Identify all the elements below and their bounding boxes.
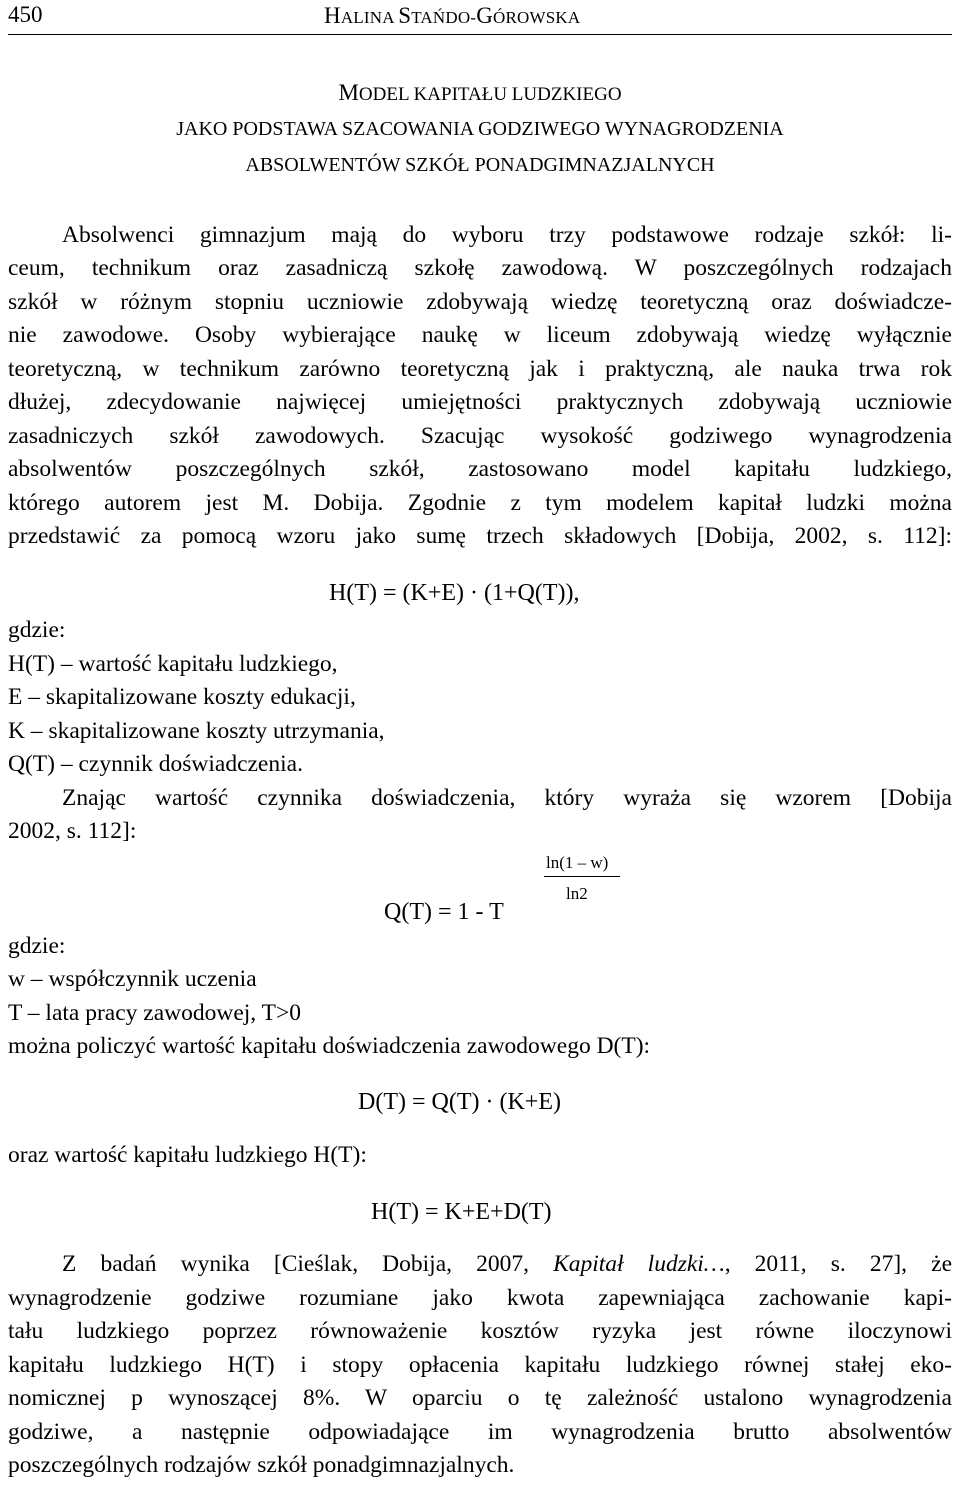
formula-human-capital: H(T) = (K+E) · (1+Q(T)), [329,580,580,606]
paragraph1-line: zasadniczych szkół zawodowych. Szacując wysokość godziwego wynagrodzenia [8,423,952,449]
paragraph1-line: dłużej, zdecydowanie najwięcej umiejętności praktycznych zdobywają uczniowie [8,389,952,415]
paragraph1-line: Absolwenci gimnazjum mają do wyboru trzy podstawowe rodzaje szkół: li- [62,222,952,248]
paragraph1-line: teoretyczną, w technikum zarówno teoretyczną jak i praktyczną, ale nauka trwa rok [8,356,952,382]
running-head-author: HALINA STAŃDO-GÓROWSKA [324,3,581,28]
paragraph3-line: wynagrodzenie godziwe rozumiane jako kwota zapewniająca zachowanie kapi- [8,1285,952,1311]
paragraph3-line: tału ludzkiego poprzez równoważenie kosztów ryzyka jest równe iloczynowi [8,1318,952,1344]
paragraph2-line: Znając wartość czynnika doświadczenia, który wyraża się wzorem [Dobija [62,785,952,811]
paragraph1-line: absolwentów poszczególnych szkół, zastosowano model kapitału ludzkiego, [8,456,952,482]
definition-item: K – skapitalizowane koszty utrzymania, [8,718,385,744]
definition-item: Q(T) – czynnik doświadczenia. [8,751,303,777]
paragraph3-line: Z badań wynika [Cieślak, Dobija, 2007, Kapitał ludzki…, 2011, s. 27], że [62,1251,953,1277]
page-number: 450 [8,2,43,27]
section-title-line1: MODEL KAPITAŁU LUDZKIEGO [338,80,622,105]
formula-experience-factor: Q(T) = 1 - T [384,899,504,925]
paragraph2-line: 2002, s. 112]: [8,818,137,844]
definition-item: w – współczynnik uczenia [8,966,257,992]
paragraph-line: oraz wartość kapitału ludzkiego H(T): [8,1142,367,1168]
where-label: gdzie: [8,933,66,959]
section-title-line2: JAKO PODSTAWA SZACOWANIA GODZIWEGO WYNAGRODZENIA [176,118,784,140]
definition-item: E – skapitalizowane koszty edukacji, [8,684,356,710]
formula-human-capital-sum: H(T) = K+E+D(T) [371,1199,552,1225]
paragraph1-line: nie zawodowe. Osoby wybierające naukę w liceum zdobywają wiedzę wyłącznie [8,322,952,348]
running-header [8,0,952,35]
definition-item: H(T) – wartość kapitału ludzkiego, [8,651,338,677]
formula2-numerator: ln(1 – w) [546,853,609,872]
citation-title: Kapitał ludzki… [553,1251,725,1277]
formula-experience-capital: D(T) = Q(T) · (K+E) [358,1089,561,1115]
paragraph3-line: nomicznej p wynoszącej 8%. W oparciu o tę zależność ustalono wynagrodzenia [8,1385,952,1411]
paragraph-line: można policzyć wartość kapitału doświadczenia zawodowego D(T): [8,1033,651,1059]
fraction-bar [544,876,620,877]
paragraph1-line: którego autorem jest M. Dobija. Zgodnie z tym modelem kapitał ludzki można [8,490,952,516]
definition-item: T – lata pracy zawodowej, T>0 [8,1000,301,1026]
paragraph3-line: kapitału ludzkiego H(T) i stopy opłacenia kapitału ludzkiego równej stałej eko- [8,1352,952,1378]
paragraph1-line: szkół w różnym stopniu uczniowie zdobywają wiedzę teoretyczną oraz doświadcze- [8,289,952,315]
paragraph3-line: godziwe, a następnie odpowiadające im wynagrodzenia brutto absolwentów [8,1419,952,1445]
paragraph1-line: ceum, technikum oraz zasadniczą szkołę zawodową. W poszczególnych rodzajach [8,255,952,281]
paragraph3-line: poszczególnych rodzajów szkół ponadgimnazjalnych. [8,1452,515,1478]
section-title-line3: ABSOLWENTÓW SZKÓŁ PONADGIMNAZJALNYCH [245,154,715,176]
formula2-denominator: ln2 [566,884,588,903]
where-label: gdzie: [8,617,66,643]
paragraph1-line: przedstawić za pomocą wzoru jako sumę trzech składowych [Dobija, 2002, s. 112]: [8,523,952,549]
